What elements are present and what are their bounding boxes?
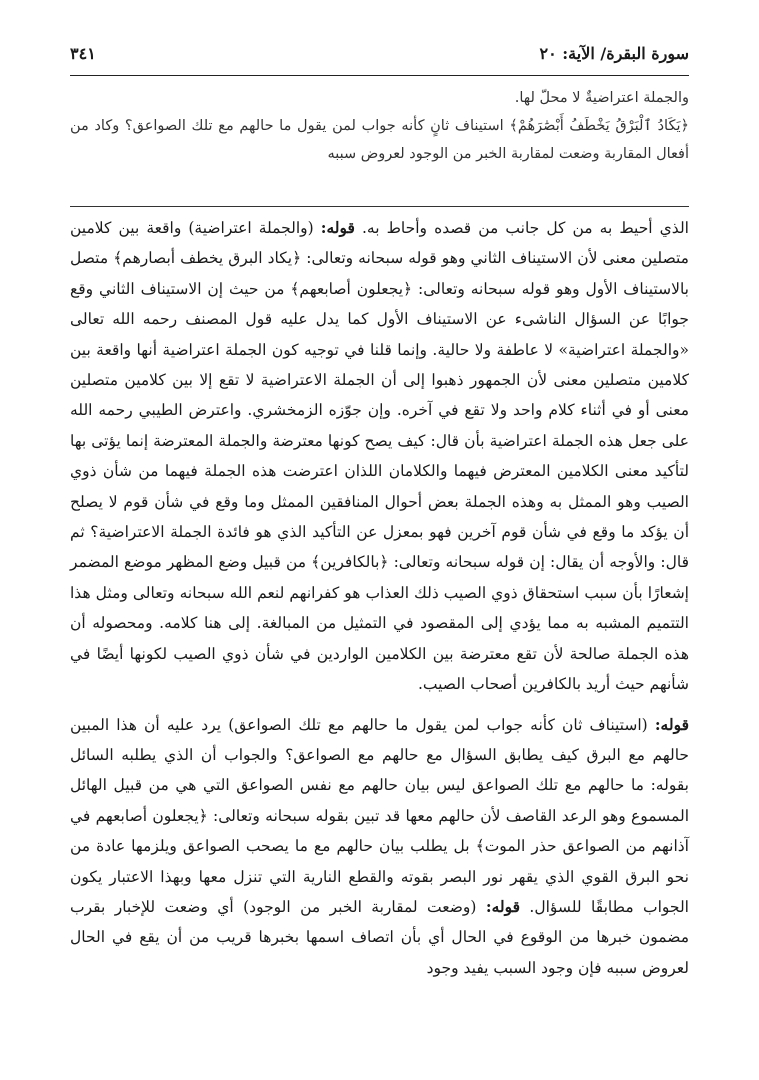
commentary-paragraph-2: [70, 710, 689, 984]
running-title: سورة البقرة/ الآية: ٢٠: [539, 44, 689, 63]
main-text-line-2: ﴿يَكَادُ ٱلْبَرْقُ يَخْطَفُ أَبْصَٰرَهُمْ﴾ استيناف ثانٍ كأنه جواب لمن يقول ما حالهم مع تلك الصواعق؟ وكاد من أفعال المقاربة وضعت لمقاربة الخبر من الوجود لعروض سببه: [70, 118, 689, 162]
page-header: [70, 44, 689, 72]
commentary-p1-a: الذي أحيط به من كل جانب من قصده وأحاط به.: [361, 219, 689, 237]
qawluhu-keyword: قوله:: [654, 714, 689, 734]
header-rule: [70, 75, 689, 76]
commentary-text: [70, 213, 689, 983]
separator-rule: [70, 206, 689, 207]
main-text-line-1: والجملة اعتراضيةٌ لا محلّ لها.: [514, 90, 689, 106]
page-number: ٣٤١: [70, 44, 96, 63]
main-text: [70, 84, 689, 168]
commentary-p1-b: (والجملة اعتراضية) واقعة بين كلامين متصلين معنى لأن الاستيناف الثاني وهو قوله سبحانه وتعالى: ﴿يكاد البرق يخطف أبصارهم﴾ متصل بالاستيناف الأول وهو قوله سبحانه وتعالى: ﴿يجعلون أصابعهم﴾ من حيث إن الاستيناف الثاني وقع جوابًا عن السؤال الناشىء عن الاستيناف الأول كما يدل عليه قول المصنف رحمه الله تعالى «والجملة اعتراضية» لا عاطفة ولا حالية. وإنما قلنا في توجيه كون الجملة اعتراضية أنها واقعة بين كلامين متصلين معنى لأن الجمهور ذهبوا إلى أن الجملة الاعتراضية لا تقع إلا بين كلامين متصلين معنى أو في أثناء كلام واحد ولا تقع في آخره. وإن جوّزه الزمخشري. واعترض الطيبي رحمه الله على جعل هذه الجملة اعتراضية بأن قال: كيف يصح كونها معترضة والجملة المعترضة إنما يؤتى بها لتأكيد معنى الكلامين المعترض فيهما والكلامان اللذان اعترضت هذه الجملة فيهما من شأن ذوي الصيب وهو الممثل به وهذه الجملة بعض أحوال المنافقين الممثل وما وقع في شأن قوم لا يصلح أن يؤكد ما وقع في شأن قوم آخرين فهو بمعزل عن التأكيد الذي هو فائدة الجملة الاعتراضية؟ ثم قال: والأوجه أن يقال: إن قوله سبحانه وتعالى: ﴿بالكافرين﴾ من قبيل وضع المظهر موضع المضمر إشعارًا بأن سبب استحقاق ذوي الصيب ذلك العذاب هو كفرانهم لنعم الله سبحانه وتعالى ومثل هذا التتميم المشبه به مما يؤدي إلى المقصود في التمثيل من المبالغة. إلى هنا كلامه. ومحصوله أن هذه الجملة صالحة لأن تقع معترضة بين الكلامين الواردين في شأن ذوي الصيب لكونها أيضًا في شأنهم حيث أريد بالكافرين أصحاب الصيب.: [70, 219, 689, 694]
commentary-paragraph-1: [70, 213, 689, 700]
qawluhu-keyword: قوله:: [485, 896, 521, 916]
commentary-p2-a: (استيناف ثان كأنه جواب لمن يقول ما حالهم مع تلك الصواعق) يرد عليه أن هذا المبين حالهم مع البرق كيف يطابق السؤال مع حالهم مع الصواعق؟ والجواب أن الذي يطلبه السائل بقوله: ما حالهم مع تلك الصواعق ليس بيان حالهم مع نفس الصواعق التي هي من قبيل الهائل المسموع وهو الرعد القاصف لأن حالهم معها قد تبين بقوله سبحانه وتعالى: ﴿يجعلون أصابعهم في آذانهم من الصواعق حذر الموت﴾ بل يطلب بيان حالهم مع ما يصحب الصواعق ويلزمها عادة من نحو البرق القوي الذي يقهر نور البصر بقوته والقطع النارية التي تنزل معها وبهذا الاعتبار يكون الجواب مطابقًا للسؤال.: [70, 715, 689, 916]
qawluhu-keyword: قوله:: [320, 218, 355, 237]
commentary-p2-b: (وضعت لمقاربة الخبر من الوجود) أي وضعت للإخبار بقرب مضمون خبرها من الوقوع في الحال أي بأن اتصاف اسمها بخبرها قريب من أن يقع في الحال لعروض سببه فإن وجود السبب يفيد وجود: [70, 897, 689, 977]
